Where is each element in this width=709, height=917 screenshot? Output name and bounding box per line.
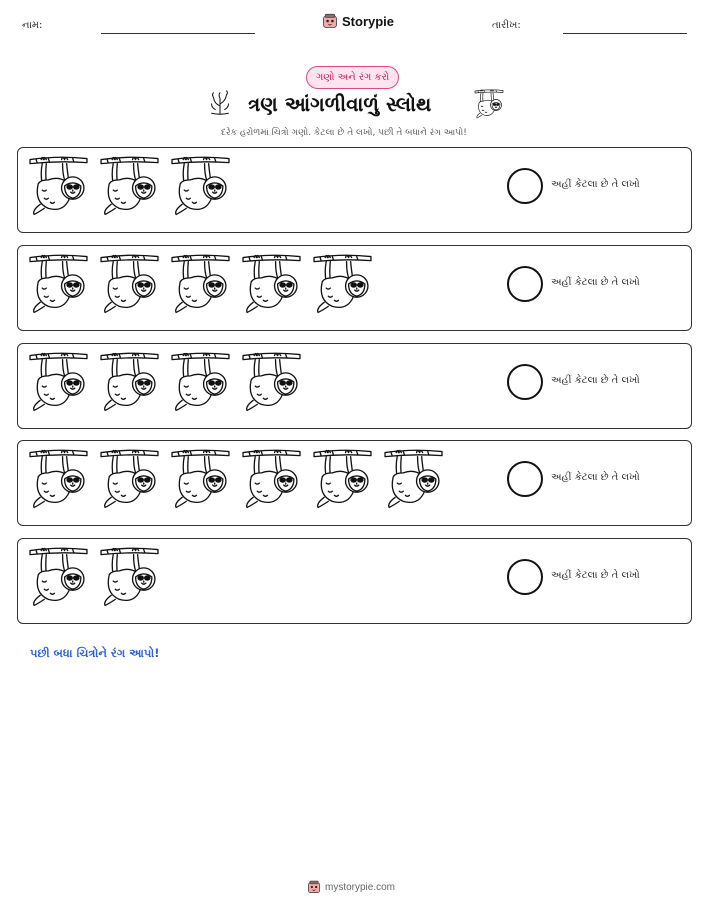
sloth-icon [99, 349, 160, 415]
sloth-icon [28, 544, 89, 610]
answer-circle[interactable] [507, 364, 543, 400]
sloth-icon [99, 446, 160, 512]
sloth-group [28, 544, 160, 610]
date-line[interactable] [563, 33, 687, 34]
count-row [17, 147, 692, 233]
write-count-label: અહીં કેટલા છે તે લખો [551, 179, 640, 190]
count-row [17, 538, 692, 624]
site-url: mystorypie.com [325, 881, 396, 893]
storypie-logo [322, 13, 394, 29]
sloth-icon [28, 153, 89, 219]
sloth-group [28, 153, 231, 219]
count-row [17, 245, 692, 331]
answer-circle[interactable] [507, 168, 543, 204]
sloth-icon [99, 544, 160, 610]
sloth-icon [241, 446, 302, 512]
sloth-icon [170, 251, 231, 317]
sloth-icon [312, 446, 373, 512]
sloth-icon [99, 153, 160, 219]
sloth-icon [241, 251, 302, 317]
count-row [17, 343, 692, 429]
write-count-label: અહીં કેટલા છે તે લખો [551, 570, 640, 581]
sloth-icon [28, 446, 89, 512]
sloth-icon [99, 251, 160, 317]
sloth-group [28, 349, 302, 415]
sloth-icon [170, 446, 231, 512]
sloth-icon [383, 446, 444, 512]
answer-circle[interactable] [507, 266, 543, 302]
sloth-icon [170, 349, 231, 415]
sloth-icon [312, 251, 373, 317]
count-row [17, 440, 692, 526]
sloth-icon [473, 88, 505, 120]
answer-circle[interactable] [507, 559, 543, 595]
sloth-icon [28, 349, 89, 415]
write-count-label: અહીં કેટલા છે તે લખો [551, 277, 640, 288]
footer-note: પછી બધા ચિત્રોને રંગ આપો! [30, 646, 160, 660]
brand-name: Storypie [342, 13, 395, 29]
write-count-label: અહીં કેટલા છે તે લખો [551, 472, 640, 483]
page-title: ત્રણ આંગળીવાળું સ્લોથ [248, 92, 432, 116]
storypie-mascot-icon [307, 880, 321, 894]
answer-circle[interactable] [507, 461, 543, 497]
name-label: નામ: [22, 20, 43, 31]
coral-icon [205, 89, 235, 117]
name-line[interactable] [101, 33, 255, 34]
sloth-group [28, 251, 373, 317]
activity-tag: ગણો અને રંગ કરો [306, 66, 399, 89]
storypie-mascot-icon [322, 13, 338, 29]
sloth-icon [241, 349, 302, 415]
sloth-group [28, 446, 444, 512]
sloth-icon [28, 251, 89, 317]
instructions: દરેક હરોળમાં ચિત્રો ગણો. કેટલા છે તે લખો, પછી તે બધાને રંગ આપો! [221, 128, 467, 138]
sloth-icon [170, 153, 231, 219]
date-label: તારીખ: [492, 20, 521, 31]
write-count-label: અહીં કેટલા છે તે લખો [551, 375, 640, 386]
footer-brand [307, 880, 395, 894]
